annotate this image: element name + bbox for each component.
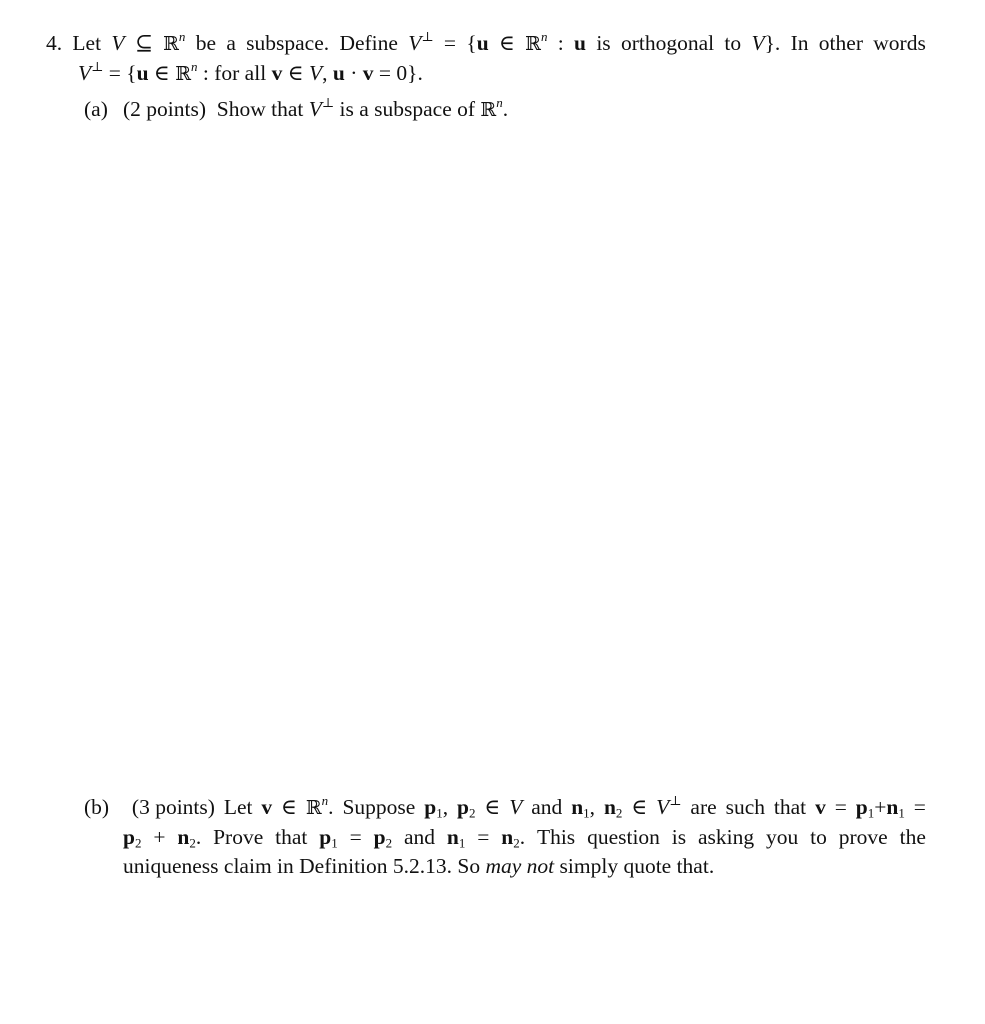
problem-number: 4.	[46, 31, 63, 55]
part-a-points: (2 points)	[123, 97, 207, 121]
part-a	[84, 95, 926, 125]
part-b-line-3: uniqueness claim in Definition 5.2.13. So may not simply quote that.	[123, 854, 715, 878]
part-b-points: (3 points)	[131, 795, 215, 819]
problem-statement-line-2: V⊥ = {u ∈ ℝ$^n$ : for all v ∈ V, u · v = 0}.	[78, 58, 423, 85]
part-a-line-1: (a) (2 points) Show that V⊥ is a subspace of ℝ$^n$.	[84, 95, 926, 125]
part-b-line-2: $p_2$ + $n_2$. Prove that $p_1$ = $p_2$ and $n_1$ = $n_2$. This question is asking you to prove the	[123, 825, 926, 851]
part-b	[84, 793, 926, 881]
problem-statement-line-1: 4. Let V ⊆ ℝ$^n$ be a subspace. Define V⊥ = {u ∈ ℝ$^n$ : u is orthogonal to V}. In other words	[46, 29, 926, 59]
problem-4	[46, 29, 926, 89]
part-a-label: (a)	[84, 97, 108, 121]
part-a-answer-space[interactable]	[84, 135, 926, 775]
part-b-answer-space[interactable]	[84, 885, 926, 1015]
part-b-label: (b)	[84, 795, 110, 819]
part-b-line-1: (b) (3 points) Let v ∈ ℝ$^n$. Suppose $p_1$, $p_2$ ∈ V and $n_1$, $n_2$ ∈ V⊥ are such that v = $p_1+n_1$ =	[84, 793, 926, 823]
